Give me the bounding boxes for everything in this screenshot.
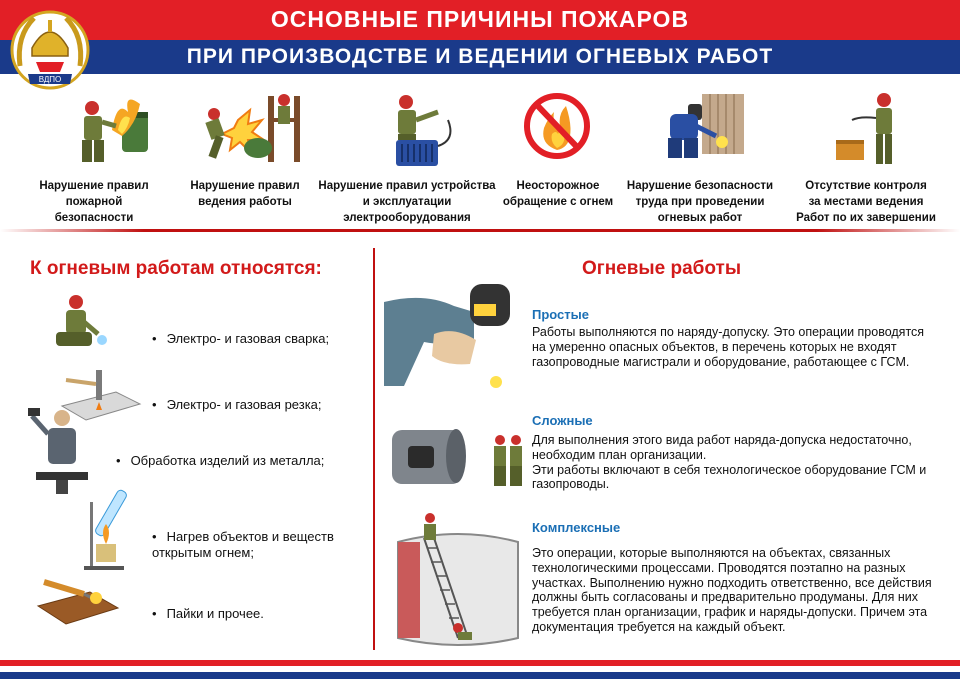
simple-work-icon	[384, 282, 524, 390]
header-white-stripe	[0, 76, 960, 79]
footer-blue-band	[0, 672, 960, 679]
section-text-comprehensive: Это операции, которые выполняются на объектах, связанных технологическими процессами. Проводятся поэтапно на разных участках. Выполнению нужно подходить ответственно, все действия должны быть согласованы и предварительно продуманы. Для них требуется план организации, график и наряды-допуски. Причем эта документация требуется на каждый объект.	[532, 546, 932, 634]
cause-text: Неосторожное обращение с огнем	[502, 180, 614, 209]
worker-fire-icon	[62, 90, 158, 170]
cause-text: Нарушение правил ведения работы	[190, 180, 300, 209]
header-title-line2: ПРИ ПРОИЗВОДСТВЕ И ВЕДЕНИИ ОГНЕВЫХ РАБОТ	[186, 45, 774, 68]
inspector-icon	[830, 90, 916, 170]
welder-safety-icon	[654, 90, 758, 170]
section-text-simple: Работы выполняются по наряду-допуску. Это операции проводятся на умеренно опасных объектов, в перечень которых не входят газопроводные магистрали и оборудование, работающее с ГСМ.	[532, 325, 925, 369]
cause-text: Отсутствие контроля за местами ведения Работ по их завершении	[796, 180, 936, 225]
section-heading-simple: Простые	[532, 307, 589, 322]
emblem-text: ВДПО	[38, 75, 62, 84]
section-heading-comprehensive: Комплексные	[532, 520, 621, 535]
comprehensive-work-icon	[388, 512, 528, 646]
section-heading-complex: Сложные	[532, 413, 593, 428]
soldering-icon	[34, 572, 122, 628]
cause-text: Нарушение безопасности труда при проведении огневых работ	[626, 180, 774, 225]
list-item: • Электро- и газовая резка;	[152, 397, 322, 412]
list-item: • Нагрев объектов и веществ открытым огнем;	[152, 529, 334, 560]
list-item: • Электро- и газовая сварка;	[152, 331, 329, 346]
column-divider	[373, 248, 375, 650]
flame-heating-icon	[70, 482, 136, 570]
cause-text: Нарушение правил пожарной безопасности	[39, 180, 149, 225]
section-text-complex: Для выполнения этого вида работ наряда-допуска недостаточно, необходим план организации. Эти работы включают в себя технологическое оборудование ГСМ и газопроводы.	[532, 433, 927, 492]
worker-explosion-icon	[198, 90, 304, 170]
list-item: • Пайки и прочее.	[152, 606, 264, 621]
header-title-line1: ОСНОВНЫЕ ПРИЧИНЫ ПОЖАРОВ	[270, 6, 690, 32]
complex-work-icon	[386, 418, 526, 494]
right-section-title: Огневые работы	[582, 258, 742, 279]
section-divider	[0, 229, 960, 232]
welder-equipment-icon	[376, 90, 466, 170]
cause-text: Нарушение правил устройства и эксплуатации электрооборудования	[318, 180, 496, 225]
list-item: • Обработка изделий из металла;	[116, 453, 324, 468]
no-fire-icon	[520, 90, 594, 170]
vdpo-emblem	[10, 6, 90, 92]
left-section-title: К огневым работам относятся:	[30, 258, 322, 279]
welding-icon	[36, 292, 116, 362]
